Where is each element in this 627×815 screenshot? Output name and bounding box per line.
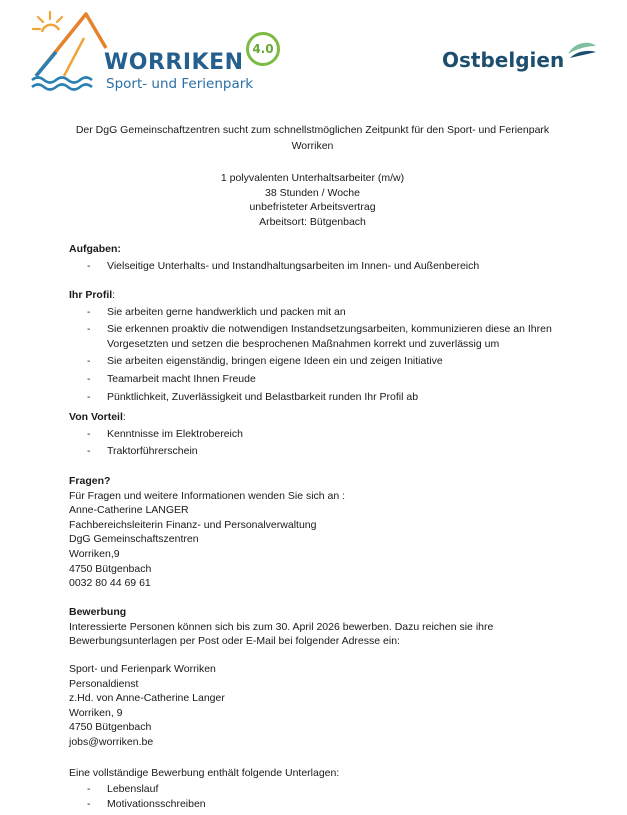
vorteil-title: Von Vorteil	[69, 411, 123, 423]
contact-street: Worriken,9	[69, 547, 120, 560]
section-profil	[69, 288, 569, 407]
documents-intro: Eine vollständige Bewerbung enthält folgende Unterlagen:	[69, 767, 340, 779]
profil-title: Ihr Profil	[69, 289, 113, 301]
vorteil-colon: :	[122, 411, 126, 423]
ostbelgien-logo	[442, 40, 602, 80]
vorteil-list	[69, 427, 569, 459]
address-line: Sport- und Ferienpark Worriken	[69, 663, 216, 675]
bewerbung-title: Bewerbung	[69, 606, 127, 618]
section-bewerbung	[69, 605, 569, 649]
job-contract: unbefristeter Arbeitsvertrag	[249, 201, 376, 214]
list-item: - Sie erkennen proaktiv die notwendigen Instandsetzungsarbeiten, kommunizieren diese an Ihren Vorgesetzten und setzen die besprochenen Maßnahmen korrekt und zuverlässig um	[69, 322, 569, 351]
profil-heading	[69, 288, 569, 303]
job-hours: 38 Stunden / Woche	[265, 186, 360, 199]
address-line: Personaldienst	[69, 677, 139, 690]
worriken-subtitle: Sport- und Ferienpark	[106, 76, 254, 92]
email-address: jobs@worriken.be	[69, 735, 154, 748]
application-address	[69, 662, 569, 750]
contact-org: DgG Gemeinschaftszentren	[69, 533, 199, 546]
list-item: - Sie arbeiten eigenständig, bringen eigene Ideen ein und zeigen Initiative	[69, 354, 569, 369]
address-line: z.Hd. von Anne-Catherine Langer	[69, 692, 225, 705]
documents-section	[69, 766, 569, 813]
ostbelgien-wordmark: Ostbelgien	[442, 48, 565, 72]
list-item: - Teamarbeit macht Ihnen Freude	[69, 372, 569, 387]
fragen-title: Fragen?	[69, 475, 111, 487]
worriken-logo	[28, 8, 278, 96]
intro-text: Der DgG Gemeinschaftzentren sucht zum schnellstmöglichen Zeitpunkt für den Sport- und Ferienpark Worriken	[75, 124, 550, 152]
list-item: - Lebenslauf	[69, 782, 569, 797]
job-title: 1 polyvalenten Unterhaltsarbeiter (m/w)	[220, 172, 405, 184]
job-info	[60, 171, 565, 229]
section-aufgaben	[69, 242, 569, 276]
fragen-line: Für Fragen und weitere Informationen wenden Sie sich an :	[69, 489, 346, 502]
bewerbung-text: Interessierte Personen können sich bis zum 30. April 2026 bewerben. Dazu reichen sie ihre Bewerbungsunterlagen per Post oder E-Mail bei folgender Adresse ein:	[69, 620, 494, 648]
profil-list	[69, 305, 569, 405]
list-item: - Kenntnisse im Elektrobereich	[69, 427, 569, 442]
vorteil-heading	[69, 410, 569, 425]
list-item: - Motivationsschreiben	[69, 797, 569, 812]
header	[0, 0, 627, 100]
list-item: - Pünktlichkeit, Zuverlässigkeit und Belastbarkeit runden Ihr Profil ab	[69, 390, 569, 405]
leaf-icon	[566, 40, 598, 62]
job-location: Arbeitsort: Bütgenbach	[259, 215, 366, 228]
section-vorteil	[69, 410, 569, 462]
address-line: 4750 Bütgenbach	[69, 721, 152, 734]
list-item: - Sie arbeiten gerne handwerklich und packen mit an	[69, 305, 569, 320]
contact-city: 4750 Bütgenbach	[69, 562, 152, 575]
aufgaben-title: Aufgaben:	[69, 243, 121, 255]
address-line: Worriken, 9	[69, 706, 123, 719]
aufgaben-list	[69, 259, 569, 274]
contact-name: Anne-Catherine LANGER	[69, 504, 189, 517]
version-badge: 4.0	[246, 32, 280, 66]
contact-phone: 0032 80 44 69 61	[69, 577, 151, 590]
documents-list	[69, 782, 569, 812]
contact-role: Fachbereichsleiterin Finanz- und Personalverwaltung	[69, 518, 317, 531]
section-fragen	[69, 474, 569, 591]
list-item: - Vielseitige Unterhalts- und Instandhaltungsarbeiten im Innen- und Außenbereich	[69, 259, 569, 274]
profil-colon: :	[112, 289, 116, 301]
list-item: - Traktorführerschein	[69, 444, 569, 459]
worriken-wordmark: WORRIKEN	[104, 50, 244, 75]
